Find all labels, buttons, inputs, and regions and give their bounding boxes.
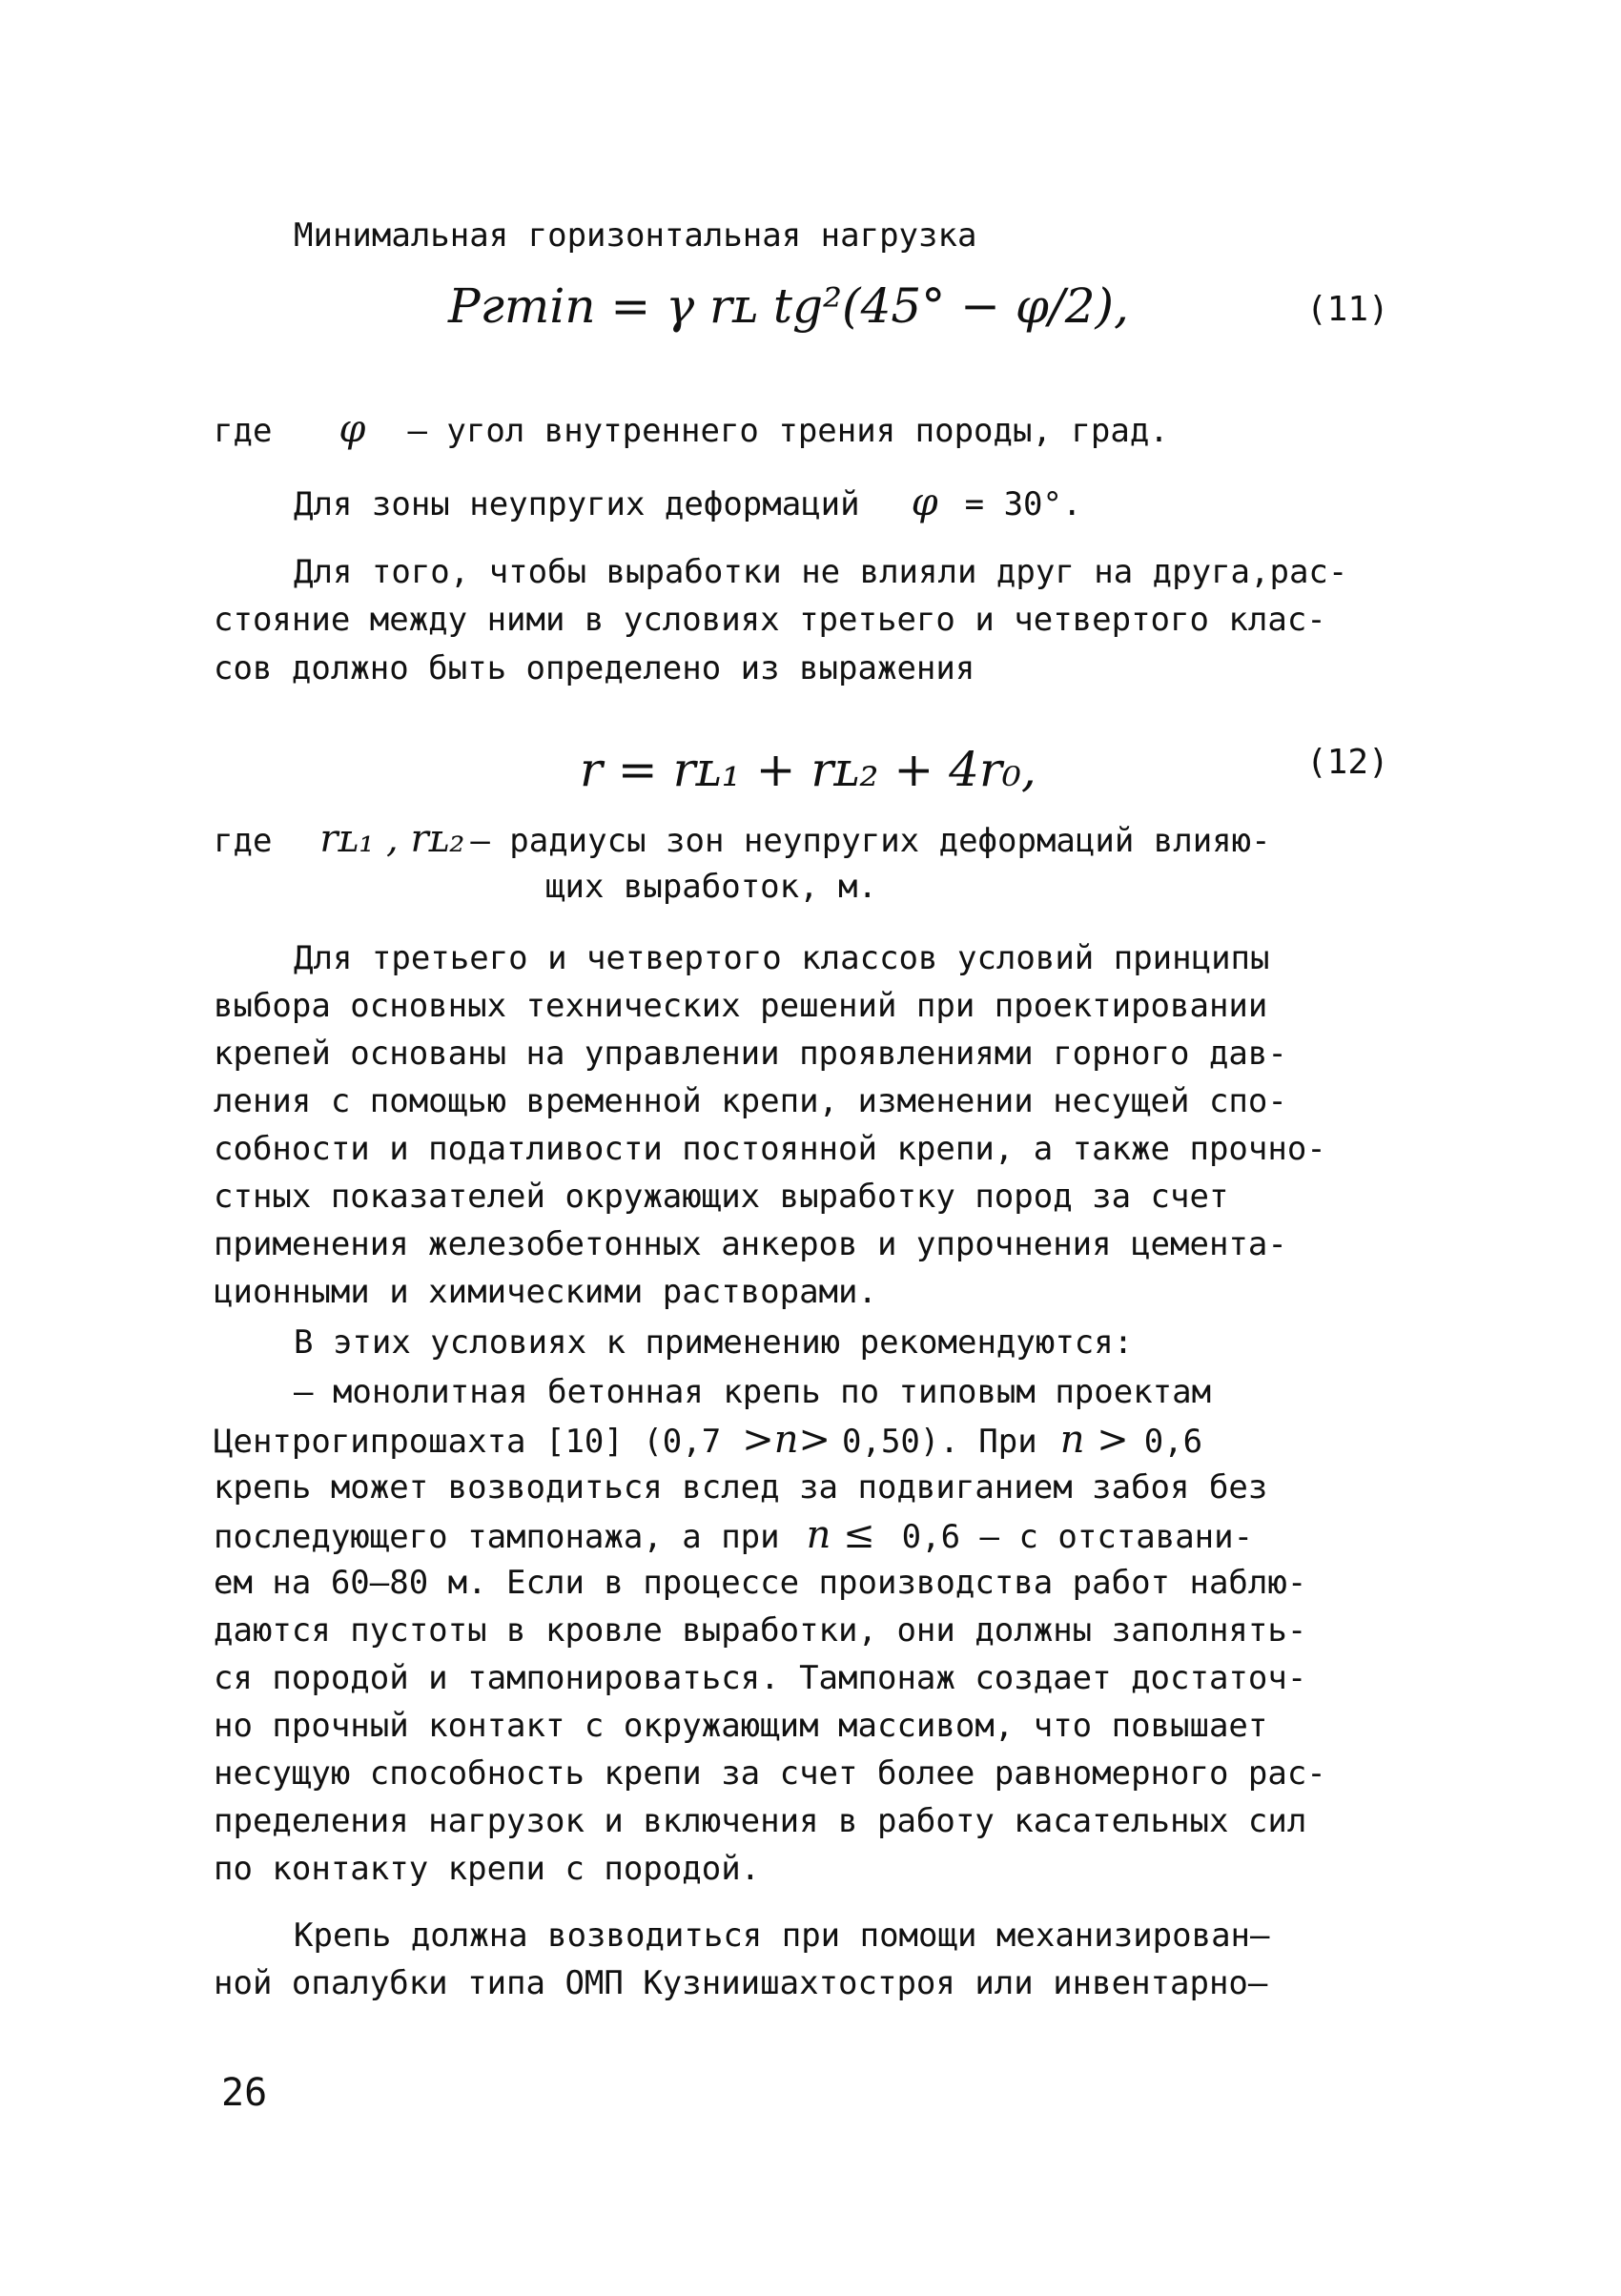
equation-number-11: (11) (1306, 290, 1389, 329)
page-number: 26 (221, 2071, 268, 2115)
where-radii-cont: щих выработок, м. (545, 868, 877, 906)
para-2-line-1: Для третьего и четвертого классов условий принципы (294, 939, 1270, 977)
para-2-line-3: крепей основаны на управлении проявлениями горного дав- (214, 1035, 1287, 1073)
para-1-line-3: сов должно быть определено из выражения (214, 649, 975, 687)
radii-definition: – радиусы зон неупругих деформаций влияю- (470, 822, 1271, 860)
para-4-line-6: даются пустоты в кровле выработки, они должны заполнять- (214, 1611, 1307, 1650)
para-2-line-4: ления с помощью временной крепи, изменении несущей спо- (214, 1082, 1287, 1120)
para-4-line-2 (214, 1416, 1202, 1466)
para-2-line-6: стных показателей окружающих выработку пород за счет (214, 1178, 1229, 1216)
para-4-line-5: ем на 60—80 м. Если в процессе производства работ наблю- (214, 1564, 1307, 1602)
para-2-line-7: применения железобетонных анкеров и упрочнения цемента- (214, 1225, 1287, 1263)
para-4-line-2-b: 0,50). При (842, 1423, 1037, 1461)
para-4-line-4 (214, 1511, 1253, 1561)
where-radii-line (214, 815, 1271, 865)
para-2-line-2: выбора основных технических решений при проектировании (214, 987, 1268, 1025)
where-word-2: где (214, 822, 273, 860)
para-4-line-7: ся породой и тампонироваться. Тампонаж создает достаточ- (214, 1659, 1307, 1697)
para-4-line-2-c: 0,6 (1143, 1423, 1203, 1461)
para-2-line-5: собности и податливости постоянной крепи, а также прочно- (214, 1130, 1326, 1168)
formula-12: r = rʟ₁ + rʟ₂ + 4r₀, (580, 742, 1036, 797)
para-1-line-1: Для того, чтобы выработки не влияли друг на друга,рас- (294, 553, 1348, 591)
where-word: где (214, 412, 273, 450)
phi-symbol-2: φ (911, 481, 938, 524)
para-4-line-4-a: последующего тампонажа, а при (214, 1518, 780, 1556)
phi-value: = 30°. (964, 485, 1082, 523)
heading-min-load: Минимальная горизонтальная нагрузка (294, 216, 977, 255)
para-4-line-3: крепь может возводиться вслед за подвиганием забоя без (214, 1468, 1268, 1507)
formula-11: Pгmin = γ rʟ tg²(45° − φ/2), (448, 278, 1129, 334)
equation-number-12: (12) (1306, 743, 1389, 782)
para-4-line-9: несущую способность крепи за счет более равномерного рас- (214, 1754, 1326, 1793)
para-4-line-4-b: 0,6 – с отставани- (901, 1518, 1254, 1556)
phi-symbol: φ (339, 407, 366, 451)
where-phi-line (214, 405, 1169, 455)
para-4-line-1: – монолитная бетонная крепь по типовым проектам (294, 1373, 1212, 1411)
para-4-line-10: пределения нагрузок и включения в работу касательных сил (214, 1802, 1307, 1840)
para-5-line-2: ной опалубки типа ОМП Кузниишахтостроя или инвентарно– (214, 1964, 1268, 2002)
para-4-line-2-a: Центрогипрошахта [10] (0,7 (214, 1423, 722, 1461)
inequality-2: n > (1059, 1418, 1129, 1462)
inequality-3: n ≤ (806, 1513, 875, 1557)
para-2-line-8: ционными и химическими растворами. (214, 1273, 877, 1311)
para-3: В этих условиях к применению рекомендуются: (294, 1323, 1134, 1362)
para-4-line-8: но прочный контакт с окружающим массивом, что повышает (214, 1707, 1268, 1745)
para-4-line-11: по контакту крепи с породой. (214, 1850, 761, 1888)
para-5-line-1: Крепь должна возводиться при помощи механизирован– (294, 1917, 1270, 1955)
inequality-1: >n> (742, 1418, 831, 1462)
para-1-line-2: стояние между ними в условиях третьего и четвертого клас- (214, 601, 1326, 639)
zone-phi-line (294, 479, 1081, 528)
phi-definition: – угол внутреннего трения породы, град. (407, 412, 1169, 450)
zone-text: Для зоны неупругих деформаций (294, 485, 860, 523)
radii-symbols: rʟ₁ , rʟ₂ (319, 817, 465, 861)
